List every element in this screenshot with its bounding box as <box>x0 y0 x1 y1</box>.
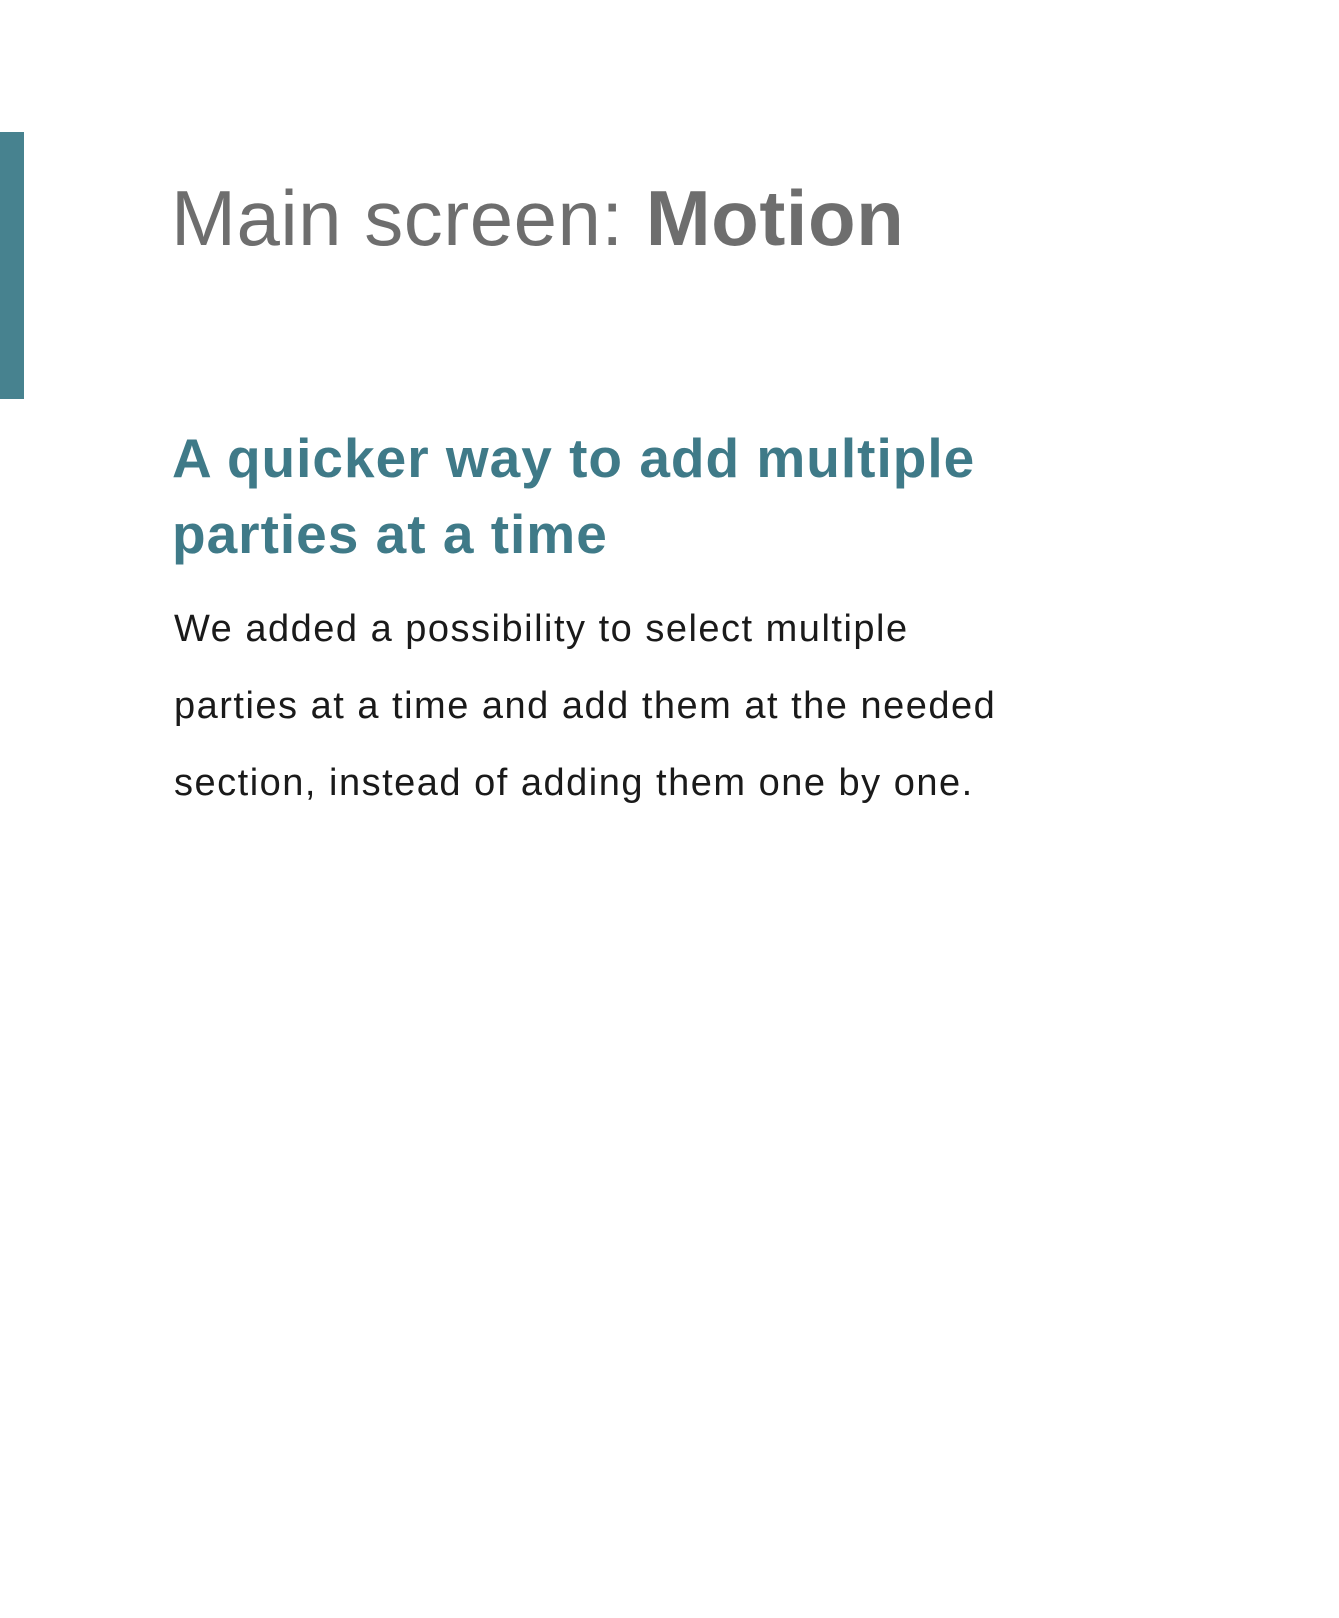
page-title-emphasis: Motion <box>645 174 905 262</box>
body-line: parties at a time and add them at the needed <box>174 685 997 727</box>
subheading-line: A quicker way to add multiple <box>172 427 976 489</box>
page-title <box>171 172 904 266</box>
page-title-prefix: Main screen: <box>171 174 646 262</box>
body-line: We added a possibility to select multiple <box>174 608 909 650</box>
body-paragraph <box>174 591 996 822</box>
subheading-line: parties at a time <box>172 503 608 565</box>
section-subheading <box>172 420 975 572</box>
accent-bar <box>0 132 24 399</box>
body-line: section, instead of adding them one by one. <box>174 762 974 804</box>
